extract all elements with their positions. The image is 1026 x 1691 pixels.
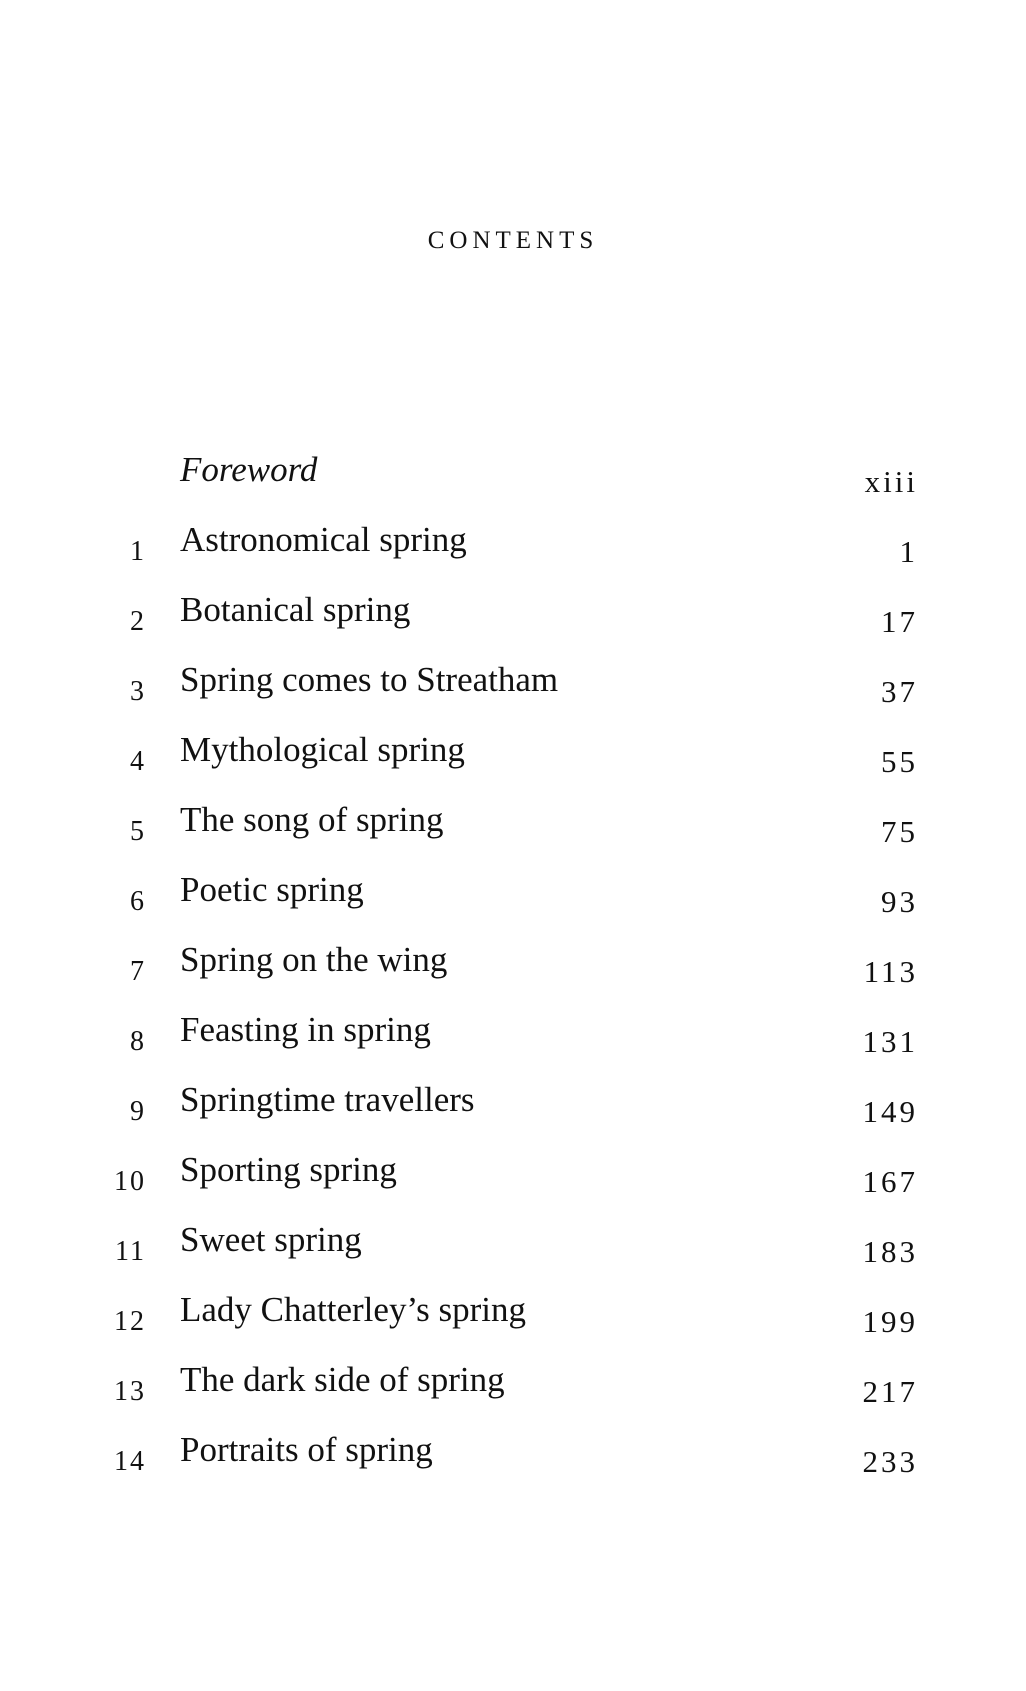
- chapter-number: 1: [130, 536, 146, 567]
- toc-entry[interactable]: [0, 800, 1026, 870]
- toc-entry-title: Foreword: [180, 450, 318, 489]
- chapter-number: 14: [114, 1446, 146, 1477]
- chapter-number: 3: [130, 676, 146, 707]
- toc-entry[interactable]: [0, 870, 1026, 940]
- toc-entry-title: Mythological spring: [180, 730, 465, 769]
- toc-entry-page: 167: [862, 1164, 918, 1199]
- toc-entry-page: 131: [862, 1024, 918, 1059]
- toc-entry[interactable]: [0, 660, 1026, 730]
- toc-entry[interactable]: [0, 1360, 1026, 1430]
- toc-entry[interactable]: [0, 940, 1026, 1010]
- table-of-contents: [0, 450, 1026, 1500]
- toc-entry[interactable]: [0, 1290, 1026, 1360]
- toc-entry[interactable]: [0, 1220, 1026, 1290]
- toc-entry-page: xiii: [864, 464, 918, 499]
- toc-entry-page: 183: [862, 1234, 918, 1269]
- toc-entry-title: Lady Chatterley’s spring: [180, 1290, 527, 1329]
- toc-entry-title: Spring on the wing: [180, 940, 448, 979]
- toc-entry-title: The dark side of spring: [180, 1360, 505, 1399]
- page-title: CONTENTS: [427, 227, 599, 254]
- toc-entry-page: 75: [881, 814, 918, 849]
- toc-entry[interactable]: [0, 1010, 1026, 1080]
- toc-entry-page: 17: [881, 604, 918, 639]
- toc-entry-page: 1: [899, 534, 918, 569]
- chapter-number: 5: [130, 816, 146, 847]
- chapter-number: 9: [130, 1096, 146, 1127]
- toc-entry-page: 217: [862, 1374, 918, 1409]
- toc-entry-title: Astronomical spring: [180, 520, 467, 559]
- chapter-number: 10: [114, 1166, 146, 1197]
- toc-entry[interactable]: [0, 590, 1026, 660]
- toc-entry-page: 37: [881, 674, 918, 709]
- toc-entry-title: Spring comes to Streatham: [180, 660, 559, 699]
- toc-entry[interactable]: [0, 520, 1026, 590]
- chapter-number: 6: [130, 886, 146, 917]
- toc-entry-page: 55: [881, 744, 918, 779]
- chapter-number: 11: [115, 1236, 146, 1267]
- chapter-number: 2: [130, 606, 146, 637]
- toc-entry-title: The song of spring: [180, 800, 444, 839]
- toc-entry[interactable]: [0, 730, 1026, 800]
- chapter-number: 7: [130, 956, 146, 987]
- toc-entry-title: Sporting spring: [180, 1150, 397, 1189]
- toc-entry-title: Poetic spring: [180, 870, 364, 909]
- chapter-number: 8: [130, 1026, 146, 1057]
- toc-entry-title: Sweet spring: [180, 1220, 362, 1259]
- toc-entry[interactable]: [0, 1150, 1026, 1220]
- toc-entry-page: 113: [863, 954, 918, 989]
- toc-entry-page: 93: [881, 884, 918, 919]
- toc-entry-page: 149: [862, 1094, 918, 1129]
- toc-entry-page: 199: [862, 1304, 918, 1339]
- toc-entry-foreword[interactable]: [0, 450, 1026, 520]
- chapter-number: 12: [114, 1306, 146, 1337]
- chapter-number: 13: [114, 1376, 146, 1407]
- toc-entry-title: Springtime travellers: [180, 1080, 475, 1119]
- chapter-number: 4: [130, 746, 146, 777]
- toc-entry-title: Portraits of spring: [180, 1430, 433, 1469]
- toc-entry-title: Feasting in spring: [180, 1010, 431, 1049]
- toc-entry[interactable]: [0, 1080, 1026, 1150]
- toc-entry[interactable]: [0, 1430, 1026, 1500]
- toc-entry-title: Botanical spring: [180, 590, 411, 629]
- toc-entry-page: 233: [862, 1444, 918, 1479]
